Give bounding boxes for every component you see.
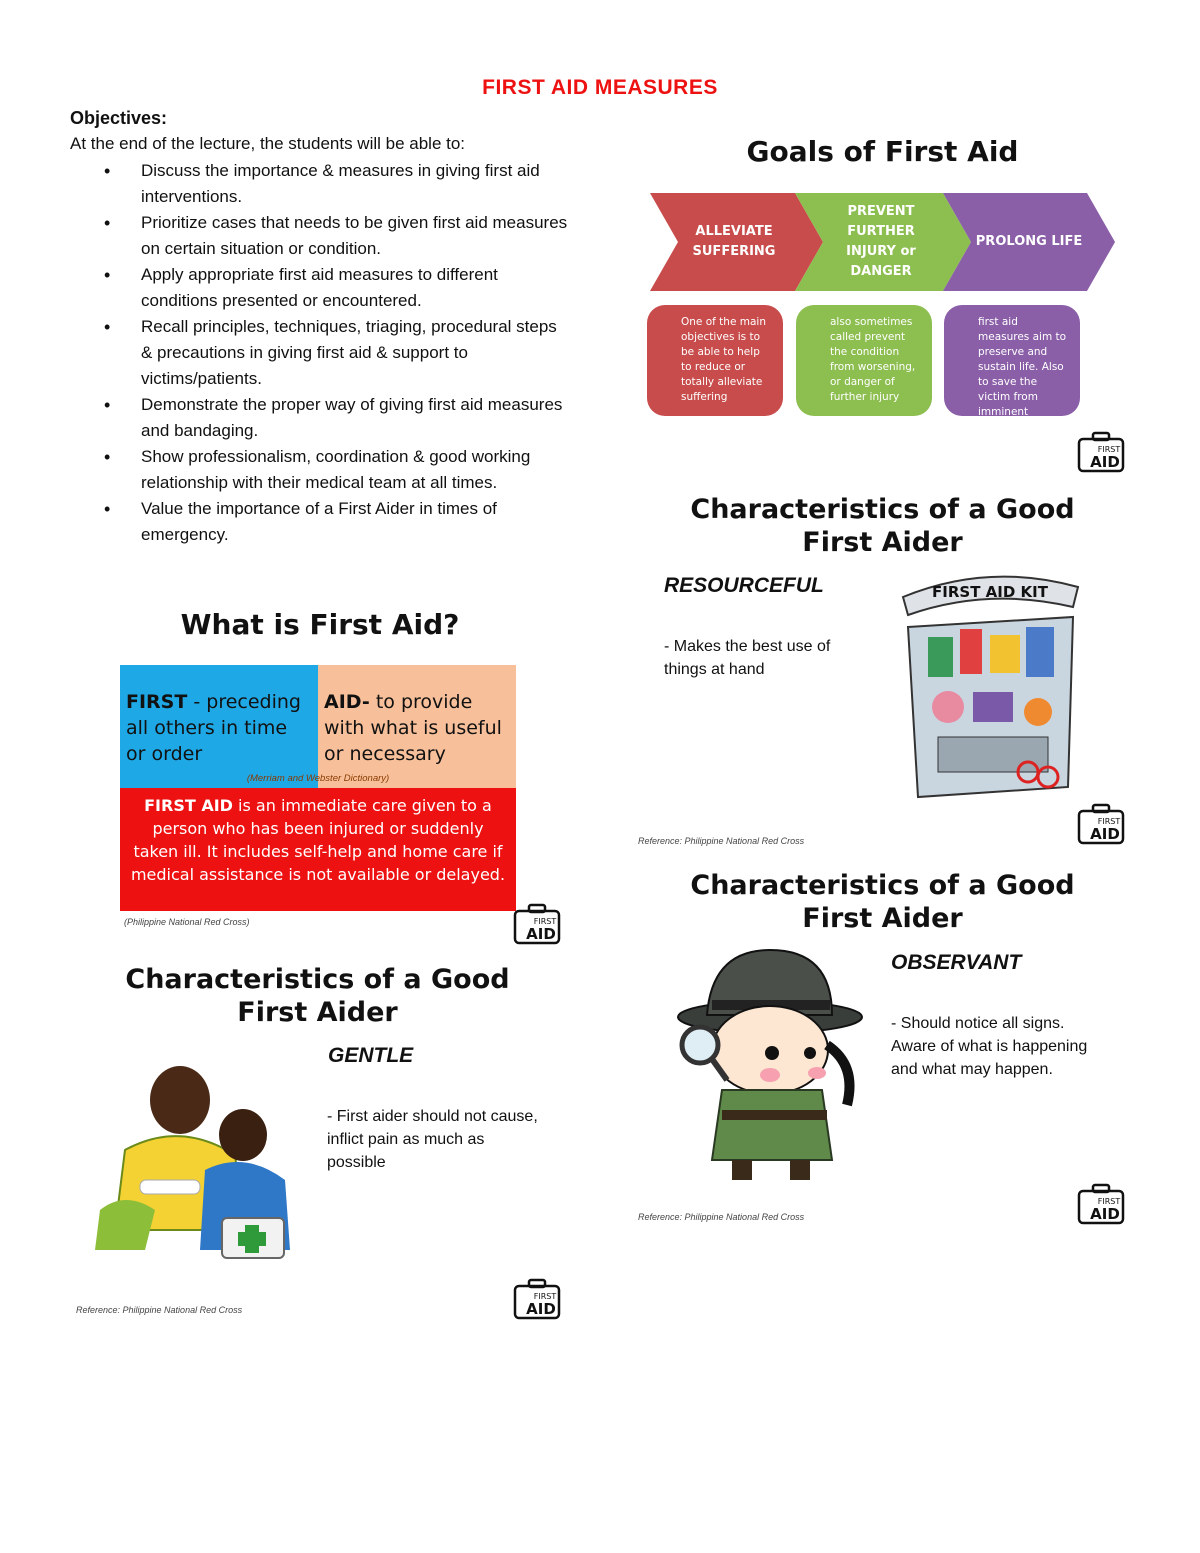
aid-definition: to provide with what is useful or necessary (324, 691, 502, 765)
reference-text: Reference: Philippine National Red Cross (76, 1305, 243, 1315)
objectives-list (70, 158, 570, 548)
goal-card-2: also sometimes called prevent the condition from worsening, or danger of further injury (796, 305, 932, 416)
list-item: • Prioritize cases that needs to be given first aid measures on certain situation or condition. (70, 210, 570, 262)
trait-gentle: GENTLE (328, 1044, 414, 1067)
trait-resourceful-description: - Makes the best use of things at hand (664, 638, 831, 678)
list-item: • Show professionalism, coordination & good working relationship with their medical team at all times. (70, 444, 570, 496)
list-item: • Apply appropriate first aid measures to different conditions presented or encountered. (70, 262, 570, 314)
trait-observant: OBSERVANT (891, 951, 1022, 974)
list-item: • Discuss the importance & measures in giving first aid interventions. (70, 158, 570, 210)
svg-text:AID: AID (1090, 453, 1120, 471)
list-item: • Value the importance of a First Aider in times of emergency. (70, 496, 570, 548)
svg-text:AID: AID (1090, 825, 1120, 843)
aid-definition-box (318, 665, 516, 788)
svg-text:AID: AID (1090, 1205, 1120, 1223)
first-aid-logo-icon (1076, 1183, 1126, 1225)
trait-resourceful: RESOURCEFUL (664, 574, 824, 597)
first-definition-box (120, 665, 318, 788)
svg-text:AID: AID (526, 1300, 556, 1318)
objectives-heading: Objectives: (70, 108, 168, 128)
svg-text:FIRST: FIRST (1097, 817, 1121, 826)
list-item: • Demonstrate the proper way of giving first aid measures and bandaging. (70, 392, 570, 444)
heading-line: Characteristics of a Good (690, 494, 1075, 525)
svg-text:FIRST: FIRST (533, 917, 557, 926)
characteristics-heading-observant (660, 869, 1105, 935)
objectives-intro: At the end of the lecture, the students will be able to: (70, 134, 466, 153)
first-term: FIRST (126, 691, 188, 713)
goal-label-3: PROLONG LIFE (975, 234, 1083, 249)
trait-observant-description: - Should notice all signs. Aware of what is happening and what may happen. (891, 1015, 1088, 1078)
svg-text:FIRST: FIRST (533, 1292, 557, 1301)
first-aid-logo-icon (1076, 431, 1126, 473)
heading-line: Characteristics of a Good (125, 964, 510, 995)
heading-line: First Aider (802, 527, 963, 558)
reference-text: Reference: Philippine National Red Cross (638, 1212, 805, 1222)
trait-gentle-description: - First aider should not cause, inflict pain as much as possible (327, 1108, 538, 1171)
svg-text:FIRST: FIRST (1097, 445, 1121, 454)
first-aid-logo-icon (512, 1278, 562, 1320)
aid-term: AID- (324, 691, 370, 713)
first-aid-logo-icon (1076, 803, 1126, 845)
characteristics-heading-resourceful (660, 493, 1105, 559)
source-reference: (Philippine National Red Cross) (124, 917, 250, 927)
first-aid-definition: is an immediate care given to a person who has been injured or suddenly taken ill. It includes self-help and home care if medical assistance is not available or delayed. (130, 796, 506, 884)
heading-line: First Aider (237, 997, 398, 1028)
characteristics-heading-gentle (100, 963, 535, 1029)
svg-text:FIRST AID KIT: FIRST AID KIT (932, 583, 1048, 601)
list-item: • Recall principles, techniques, triaging, procedural steps & precautions in giving first aid & support to victims/patients. (70, 314, 570, 392)
first-aid-definition-box (120, 788, 516, 911)
first-aid-kit-illustration-icon (898, 567, 1083, 807)
detective-girl-illustration-icon (672, 945, 867, 1185)
goal-label-2: PREVENT FURTHER INJURY or DANGER (846, 204, 916, 279)
goal-card-1: One of the main objectives is to be able to help to reduce or totally alleviate suffering (647, 305, 783, 416)
first-aid-logo-icon (512, 903, 562, 945)
heading-line: First Aider (802, 903, 963, 934)
kids-bandaging-illustration-icon (85, 1060, 315, 1260)
goal-card-3: first aid measures aim to preserve and sustain life. Also to save the victim from imminent danger. (944, 305, 1080, 416)
what-is-first-aid-title: What is First Aid? (180, 608, 460, 641)
first-aid-term: FIRST AID (144, 796, 233, 815)
first-definition: - preceding all others in time or order (126, 691, 301, 765)
document-title: FIRST AID MEASURES (482, 76, 718, 99)
svg-text:FIRST: FIRST (1097, 1197, 1121, 1206)
goals-title: Goals of First Aid (746, 135, 1019, 168)
heading-line: Characteristics of a Good (690, 870, 1075, 901)
svg-text:AID: AID (526, 925, 556, 943)
goal-label-1: ALLEVIATE SUFFERING (692, 224, 776, 259)
reference-text: Reference: Philippine National Red Cross (638, 836, 805, 846)
dictionary-reference: (Merriam and Webster Dictionary) (246, 773, 390, 784)
